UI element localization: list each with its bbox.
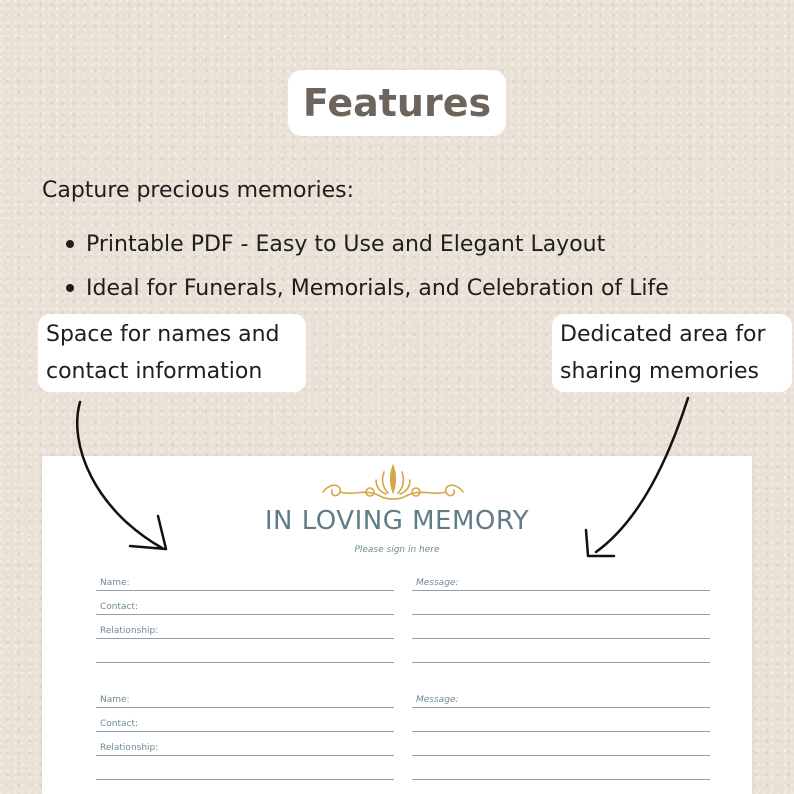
callout-left-line1: Space for names and xyxy=(46,322,280,347)
contact-label: Contact: xyxy=(100,719,139,729)
callout-names-contact xyxy=(38,314,306,392)
features-title-badge xyxy=(288,70,506,136)
blank-line xyxy=(96,639,394,663)
gold-flourish-icon xyxy=(318,462,468,506)
contact-line xyxy=(96,708,394,732)
message-line xyxy=(412,615,710,639)
sign-subtitle: Please sign in here xyxy=(354,545,440,555)
message-line xyxy=(412,591,710,615)
features-title: Features xyxy=(302,81,492,125)
memory-title: IN LOVING MEMORY xyxy=(264,506,530,536)
name-line xyxy=(96,567,394,591)
guestbook-sheet-preview xyxy=(42,456,752,794)
feature-item xyxy=(66,266,669,310)
feature-item xyxy=(66,222,669,266)
relationship-label: Relationship: xyxy=(100,626,159,636)
callout-left-line2: contact information xyxy=(46,359,263,384)
name-label: Name: xyxy=(100,578,130,588)
relationship-line xyxy=(96,732,394,756)
message-line xyxy=(412,567,710,591)
message-label: Message: xyxy=(416,695,459,705)
feature-list xyxy=(66,222,669,310)
relationship-line xyxy=(96,615,394,639)
intro-text: Capture precious memories: xyxy=(42,178,355,203)
callout-right-line1: Dedicated area for xyxy=(560,322,766,347)
callout-sharing-memories xyxy=(552,314,792,392)
feature-item-text: Printable PDF - Easy to Use and Elegant Layout xyxy=(86,231,606,257)
message-label: Message: xyxy=(416,578,459,588)
blank-line xyxy=(96,756,394,780)
bullet-dot-icon xyxy=(66,284,74,292)
name-line xyxy=(96,684,394,708)
message-line xyxy=(412,732,710,756)
message-line xyxy=(412,708,710,732)
contact-label: Contact: xyxy=(100,602,139,612)
message-line xyxy=(412,756,710,780)
bullet-dot-icon xyxy=(66,240,74,248)
message-line xyxy=(412,639,710,663)
callout-right-line2: sharing memories xyxy=(560,359,759,384)
name-label: Name: xyxy=(100,695,130,705)
contact-line xyxy=(96,591,394,615)
message-line xyxy=(412,684,710,708)
feature-item-text: Ideal for Funerals, Memorials, and Celebration of Life xyxy=(86,275,669,301)
relationship-label: Relationship: xyxy=(100,743,159,753)
